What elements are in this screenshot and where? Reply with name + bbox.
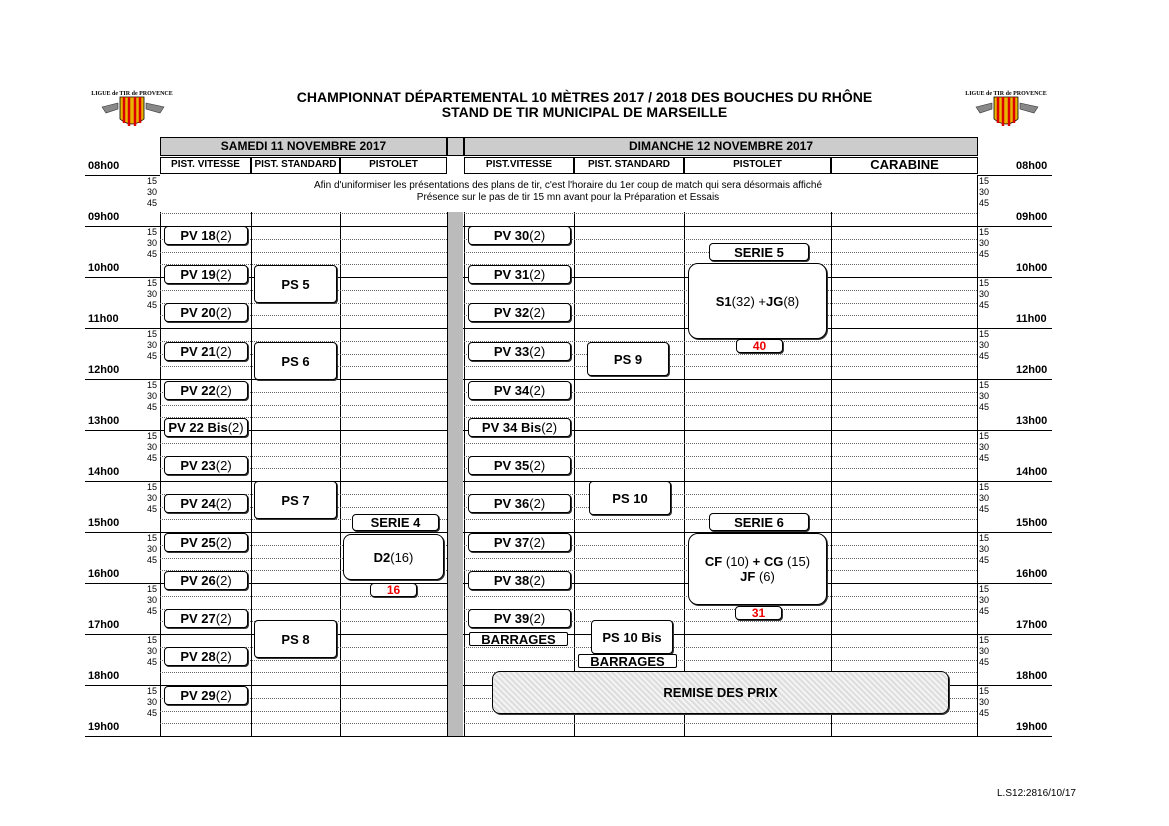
sun-pv-box — [468, 494, 571, 513]
sat-ps-box — [254, 481, 337, 519]
grid-hour-line — [85, 481, 1052, 482]
hour-label-left: 11h00 — [88, 313, 119, 325]
box-count: (2) — [529, 267, 546, 282]
quarter-label-left: 45 — [147, 402, 158, 412]
box-count: (2) — [215, 267, 232, 282]
quarter-label-right: 30 — [979, 238, 990, 248]
box-label: PS 6 — [281, 353, 310, 369]
quarter-label-right: 30 — [979, 493, 990, 503]
quarter-label-right: 30 — [979, 391, 990, 401]
sat-pv-box — [164, 456, 248, 475]
box-label: PV 36 — [493, 496, 530, 511]
grid-hour-line — [85, 379, 1052, 380]
sat-pv-box — [164, 226, 248, 245]
serie4-event: D2 (16) — [343, 534, 444, 580]
box-count: (2) — [529, 383, 546, 398]
serie5-event: S1 (32) + JG (8) — [688, 263, 827, 339]
box-label: PV 24 — [180, 496, 216, 511]
quarter-label-left: 15 — [147, 431, 158, 441]
box-label: PS 8 — [281, 631, 310, 647]
quarter-label-left: 30 — [147, 187, 158, 197]
box-label: PV 20 — [180, 305, 216, 320]
grid-quarter-line — [464, 213, 977, 214]
box-count: (2) — [529, 496, 546, 511]
sat-pv-box — [164, 381, 248, 400]
serie6-event: CF (10) + CG (15) JF (6) — [688, 533, 827, 605]
grid-quarter-line — [160, 405, 447, 406]
box-count: (2) — [215, 458, 232, 473]
box-label: PV 28 — [180, 649, 216, 664]
quarter-label-right: 15 — [979, 533, 990, 543]
box-label: PV 27 — [180, 611, 216, 626]
col-sun-pist-vitesse: PIST.VITESSE — [464, 157, 574, 174]
box-label: PV 38 — [493, 573, 530, 588]
box-label: PS 9 — [613, 351, 643, 367]
box-count: (2) — [215, 535, 232, 550]
box-label: PV 23 — [180, 458, 216, 473]
quarter-label-left: 15 — [147, 482, 158, 492]
box-count: (2) — [215, 611, 232, 626]
sun-pv-box — [468, 609, 571, 628]
quarter-label-right: 45 — [979, 300, 990, 310]
box-count: (2) — [215, 496, 232, 511]
box-label: PV 33 — [493, 344, 530, 359]
hour-label-left: 15h00 — [88, 517, 120, 529]
quarter-label-left: 15 — [147, 584, 158, 594]
quarter-label-left: 30 — [147, 340, 158, 350]
box-count: (2) — [215, 383, 232, 398]
quarter-label-left: 15 — [147, 278, 158, 288]
quarter-label-right: 15 — [979, 176, 990, 186]
serie6-label: SERIE 6 — [709, 513, 809, 531]
grid-quarter-line — [464, 405, 977, 406]
sat-pv-box — [164, 303, 248, 322]
box-count: (2) — [529, 228, 546, 243]
sunday-header: DIMANCHE 12 NOVEMBRE 2017 — [464, 137, 978, 156]
serie6-count: 31 — [735, 606, 782, 620]
box-count: (2) — [541, 420, 558, 435]
quarter-label-right: 30 — [979, 646, 990, 656]
hour-label-right: 15h00 — [1016, 517, 1048, 529]
sun-pv-box — [468, 303, 571, 322]
hour-label-right: 13h00 — [1016, 415, 1048, 427]
hour-label-right: 08h00 — [1016, 160, 1048, 172]
quarter-label-right: 15 — [979, 686, 990, 696]
quarter-label-right: 30 — [979, 289, 990, 299]
box-label: PV 34 Bis — [481, 420, 542, 435]
box-label: PV 25 — [180, 535, 216, 550]
quarter-label-left: 15 — [147, 227, 158, 237]
quarter-label-left: 45 — [147, 351, 158, 361]
quarter-label-right: 15 — [979, 431, 990, 441]
day-separator — [448, 175, 463, 736]
hour-label-right: 11h00 — [1016, 313, 1047, 325]
col-sun-pistolet: PISTOLET — [684, 157, 831, 174]
quarter-label-right: 45 — [979, 402, 990, 412]
box-label: PV 39 — [493, 611, 530, 626]
hour-label-left: 16h00 — [88, 568, 120, 580]
grid-vline — [977, 175, 978, 736]
hour-label-left: 17h00 — [88, 619, 120, 631]
quarter-label-left: 15 — [147, 533, 158, 543]
serie4-label: SERIE 4 — [352, 514, 439, 531]
sat-ps-box — [254, 342, 337, 380]
box-label: PV 18 — [180, 228, 216, 243]
quarter-label-left: 15 — [147, 176, 158, 186]
quarter-label-right: 45 — [979, 657, 990, 667]
sun-pv-box — [468, 571, 571, 590]
grid-quarter-line — [464, 366, 977, 367]
quarter-label-right: 45 — [979, 504, 990, 514]
quarter-label-right: 15 — [979, 329, 990, 339]
grid-quarter-line — [160, 443, 447, 444]
col-sun-pist-standard: PIST. STANDARD — [574, 157, 684, 174]
quarter-label-right: 15 — [979, 584, 990, 594]
quarter-label-left: 30 — [147, 493, 158, 503]
sun-pv-box — [468, 381, 571, 400]
grid-hour-line — [85, 736, 1052, 737]
grid-quarter-line — [464, 660, 977, 661]
sat-pv-box — [164, 418, 248, 437]
box-label: PV 34 — [493, 383, 530, 398]
sat-pv-box — [164, 533, 248, 552]
quarter-label-left: 45 — [147, 504, 158, 514]
sun-pv-box — [468, 265, 571, 284]
box-label: PV 19 — [180, 267, 216, 282]
box-count: (2) — [529, 458, 546, 473]
box-count: (2) — [215, 305, 232, 320]
sun-pv-box — [468, 226, 571, 245]
col-sun-carabine: CARABINE — [831, 157, 978, 174]
hour-label-left: 09h00 — [88, 211, 120, 223]
box-count: (2) — [227, 420, 244, 435]
sat-pv-box — [164, 265, 248, 284]
quarter-label-right: 30 — [979, 544, 990, 554]
note-line-2: Présence sur le pas de tir 15 mn avant pour la Préparation et Essais — [416, 192, 720, 203]
box-count: (2) — [215, 344, 232, 359]
hour-label-left: 14h00 — [88, 466, 120, 478]
serie5-count: 40 — [736, 339, 783, 353]
quarter-label-right: 15 — [979, 380, 990, 390]
sat-pv-box — [164, 342, 248, 361]
sat-pv-box — [164, 609, 248, 628]
quarter-label-left: 30 — [147, 289, 158, 299]
grid-quarter-line — [160, 672, 447, 673]
quarter-label-left: 30 — [147, 646, 158, 656]
quarter-label-left: 15 — [147, 329, 158, 339]
box-count: (2) — [529, 535, 546, 550]
serie5-label: SERIE 5 — [709, 243, 809, 261]
quarter-label-left: 15 — [147, 380, 158, 390]
page-subtitle: STAND DE TIR MUNICIPAL DE MARSEILLE — [441, 104, 728, 120]
svg-text:LIGUE de TIR de PROVENCE: LIGUE de TIR de PROVENCE — [91, 91, 173, 97]
league-logo-left — [88, 83, 173, 133]
quarter-label-left: 30 — [147, 391, 158, 401]
grid-quarter-line — [160, 252, 447, 253]
barrages-pv: BARRAGES — [469, 632, 568, 646]
quarter-label-left: 30 — [147, 238, 158, 248]
box-count: (2) — [215, 649, 232, 664]
grid-quarter-line — [464, 647, 977, 648]
box-label: PV 35 — [493, 458, 530, 473]
sat-ps-box — [254, 265, 337, 303]
quarter-label-right: 30 — [979, 442, 990, 452]
sun-ps-box — [589, 481, 671, 515]
col-sat-pist-vitesse: PIST. VITESSE — [160, 157, 251, 174]
quarter-label-left: 45 — [147, 708, 158, 718]
box-label: PV 21 — [180, 344, 216, 359]
barrages-ps: BARRAGES — [578, 654, 677, 668]
quarter-label-left: 30 — [147, 442, 158, 452]
box-label: PV 26 — [180, 573, 216, 588]
sun-pv-box — [468, 533, 571, 552]
separator-header — [447, 137, 464, 156]
sun-ps-box — [587, 342, 669, 376]
sat-pv-box — [164, 686, 248, 705]
hour-label-right: 12h00 — [1016, 364, 1048, 376]
sat-ps-box — [254, 620, 337, 658]
hour-label-left: 12h00 — [88, 364, 120, 376]
col-sat-pistolet: PISTOLET — [340, 157, 447, 174]
quarter-label-right: 45 — [979, 708, 990, 718]
hour-label-right: 09h00 — [1016, 211, 1048, 223]
svg-text:LIGUE de TIR de PROVENCE: LIGUE de TIR de PROVENCE — [965, 91, 1047, 97]
hour-label-right: 16h00 — [1016, 568, 1048, 580]
quarter-label-right: 15 — [979, 482, 990, 492]
quarter-label-right: 30 — [979, 187, 990, 197]
quarter-label-left: 45 — [147, 453, 158, 463]
quarter-label-right: 15 — [979, 227, 990, 237]
note-line-1: Afin d'uniformiser les présentations des plans de tir, c'est l'horaire du 1er coup de match qui sera désormais affiché — [313, 180, 823, 191]
grid-quarter-line — [464, 443, 977, 444]
sat-pv-box — [164, 494, 248, 513]
grid-quarter-line — [464, 723, 977, 724]
box-label: PS 5 — [281, 276, 310, 292]
league-logo-right — [962, 83, 1047, 133]
box-label: PV 22 Bis — [168, 420, 228, 435]
saturday-header: SAMEDI 11 NOVEMBRE 2017 — [160, 137, 447, 156]
hour-label-right: 10h00 — [1016, 262, 1048, 274]
quarter-label-right: 15 — [979, 635, 990, 645]
remise-des-prix: REMISE DES PRIX — [492, 671, 949, 714]
box-count: (2) — [529, 611, 546, 626]
sun-pv-box — [468, 456, 571, 475]
quarter-label-left: 30 — [147, 697, 158, 707]
page-title: CHAMPIONNAT DÉPARTEMENTAL 10 MÈTRES 2017 / 2018 DES BOUCHES DU RHÔNE — [296, 89, 873, 105]
hour-label-right: 18h00 — [1016, 670, 1048, 682]
quarter-label-right: 45 — [979, 453, 990, 463]
box-count: (2) — [215, 688, 232, 703]
quarter-label-left: 45 — [147, 657, 158, 667]
box-label: PS 10 — [612, 490, 648, 506]
col-sat-pist-standard: PIST. STANDARD — [251, 157, 340, 174]
quarter-label-right: 45 — [979, 351, 990, 361]
box-label: PV 30 — [493, 228, 530, 243]
box-count: (2) — [215, 573, 232, 588]
quarter-label-right: 45 — [979, 198, 990, 208]
box-count: (2) — [215, 228, 232, 243]
hour-label-left: 18h00 — [88, 670, 120, 682]
sun-ps-box — [591, 620, 673, 654]
quarter-label-left: 45 — [147, 249, 158, 259]
box-label: PV 22 — [180, 383, 216, 398]
box-count: (2) — [529, 573, 546, 588]
hour-label-right: 14h00 — [1016, 466, 1048, 478]
quarter-label-left: 30 — [147, 544, 158, 554]
sat-pv-box — [164, 647, 248, 666]
quarter-label-left: 30 — [147, 595, 158, 605]
quarter-label-left: 15 — [147, 635, 158, 645]
box-count: (2) — [529, 305, 546, 320]
hour-label-left: 13h00 — [88, 415, 120, 427]
box-label: PV 37 — [493, 535, 530, 550]
sat-pv-box — [164, 571, 248, 590]
quarter-label-right: 30 — [979, 595, 990, 605]
box-label: PV 32 — [493, 305, 530, 320]
box-label: PS 10 Bis — [602, 629, 662, 645]
hour-label-right: 19h00 — [1016, 721, 1048, 733]
quarter-label-right: 45 — [979, 606, 990, 616]
grid-quarter-line — [160, 723, 447, 724]
grid-quarter-line — [160, 213, 447, 214]
hour-label-right: 17h00 — [1016, 619, 1048, 631]
grid-hour-line — [85, 634, 1052, 635]
quarter-label-left: 45 — [147, 555, 158, 565]
grid-hour-line — [85, 328, 1052, 329]
quarter-label-left: 45 — [147, 606, 158, 616]
box-label: PV 29 — [180, 688, 216, 703]
quarter-label-left: 45 — [147, 198, 158, 208]
quarter-label-right: 45 — [979, 249, 990, 259]
quarter-label-right: 30 — [979, 697, 990, 707]
box-count: (2) — [529, 344, 546, 359]
sun-pv-box — [468, 342, 571, 361]
grid-quarter-line — [160, 711, 447, 712]
quarter-label-left: 15 — [147, 686, 158, 696]
quarter-label-right: 30 — [979, 340, 990, 350]
footer-code: L.S12:2816/10/17 — [997, 788, 1076, 799]
hour-label-left: 19h00 — [88, 721, 120, 733]
hour-label-left: 08h00 — [88, 160, 120, 172]
serie4-count: 16 — [370, 583, 417, 597]
quarter-label-right: 15 — [979, 278, 990, 288]
box-label: PS 7 — [281, 492, 310, 508]
quarter-label-left: 45 — [147, 300, 158, 310]
quarter-label-right: 45 — [979, 555, 990, 565]
box-label: PV 31 — [493, 267, 530, 282]
hour-label-left: 10h00 — [88, 262, 120, 274]
sun-pv-box — [468, 418, 571, 437]
